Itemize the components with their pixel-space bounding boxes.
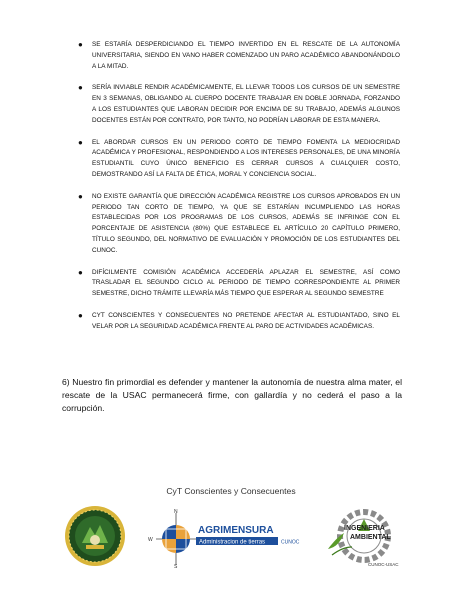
bullet-text: NO EXISTE GARANTÍA QUE DIRECCIÓN ACADÉMICA REGISTRE LOS CURSOS APROBADOS EN UN PERIODO TAN CORTO DE TIEMPO, YA QUE SE ESTARÍAN INCUMPLIENDO LAS HORAS ESTABLECIDAS POR LOS PROGRAMAS DE LOS CURSOS, ADEMÁS SE INFRINGE CON EL PORCENTAJE DE ASISTENCIA (80%) QUE ESTABLECE EL ARTÍCULO 20 CAPÍTULO PRIMERO, TÍTULO SEGUNDO, DEL NORMATIVO DE EVALUACIÓN Y PROMOCIÓN DE LOS ESTUDIANTES DEL CUNOC.	[92, 192, 400, 254]
list-item	[78, 267, 400, 300]
compass-w-label: W	[148, 537, 153, 543]
list-item	[78, 40, 400, 72]
footer-title: CyT Conscientes y Consecuentes	[166, 486, 296, 496]
agrimensura-logo	[146, 507, 316, 569]
bullet-text: SE ESTARÍA DESPERDICIANDO EL TIEMPO INVERTIDO EN EL RESCATE DE LA AUTONOMÍA UNIVERSITARIA, SIENDO EN VANO HABER COMENZADO UN PARO ACADÉMICO ABANDONÁNDOLO A LA MITAD.	[92, 41, 400, 70]
bullet-text: CYT CONSCIENTES Y CONSECUENTES NO PRETENDE AFECTAR AL ESTUDIANTADO, SINO EL VELAR POR LA SEGURIDAD ACADÉMICA FRENTE AL PARO DE ACTIVIDADES ACADÉMICAS.	[92, 311, 400, 330]
bullet-text: SERÍA INVIABLE RENDIR ACADÉMICAMENTE, EL LLEVAR TODOS LOS CURSOS DE UN SEMESTRE EN 3 SEMANAS, OBLIGANDO AL CUERPO DOCENTE TRABAJAR EN DOBLE JORNADA, FORZANDO A LOS ESTUDIANTES QUE LABORAN DECIDIR POR ENCIMA DE SU TRABAJO, ADEMÁS ALGUNOS DOCENTES ESTÁN POR CONTRATO, POR TANTO, NO PODRÍAN LABORAR DE ESTA MANERA.	[92, 84, 400, 124]
bullet-icon: ●	[78, 191, 83, 201]
compass-n-label: N	[174, 509, 178, 515]
ingenieria-ambiental-logo	[318, 503, 406, 569]
bullet-text: EL ABORDAR CURSOS EN UN PERIODO CORTO DE TIEMPO FOMENTA LA MEDIOCRIDAD ACADÉMICA Y PROFESIONAL, RESPONDIENDO A LOS INTERESES PERSONALES, DE UNA MINORÍA ESTUDIANTIL CUYO ÚNICO BENEFICIO ES CERRAR CURSOS A CUALQUIER COSTO, DEMOSTRANDO ASÍ LA FALTA DE ÉTICA, MORAL Y CONCIENCIA SOCIAL.	[92, 138, 400, 178]
list-item	[78, 137, 400, 181]
ambiental-line2: AMBIENTAL	[350, 534, 391, 541]
bullet-text: DIFÍCILMENTE COMISIÓN ACADÉMICA ACCEDERÍA APLAZAR EL SEMESTRE, ASÍ COMO TRASLADAR EL SEGUNDO CICLO AL PERIODO DE TIEMPO CORRESPONDIENTE AL PRIMER SEMESTRE, DICHO TRÁMITE LLEVARÍA MÁS TIEMPO QUE ESPERAR AL SEGUNDO SEMESTRE	[92, 268, 400, 298]
bullet-icon: ●	[78, 83, 83, 93]
agrimensura-name: AGRIMENSURA	[198, 525, 274, 536]
compass-s-label: S	[174, 564, 178, 569]
seal-logo-icon	[64, 505, 126, 567]
agrimensura-tag: CUNOC	[281, 539, 300, 546]
list-item	[78, 191, 400, 257]
closing-paragraph: 6) Nuestro fin primordial es defender y mantener la autonomía de nuestra alma mater, el rescate de la USAC permanecerá firme, con gallardía y no cederá el paso a la corrupción.	[62, 377, 402, 413]
ambiental-tag: CUNOC-USAC	[368, 562, 399, 567]
list-item	[78, 310, 400, 333]
bullet-icon: ●	[78, 137, 83, 147]
bullet-list	[0, 40, 462, 344]
list-item	[78, 83, 400, 126]
bullet-icon: ●	[78, 40, 83, 49]
bullet-icon: ●	[78, 267, 83, 277]
bullet-icon: ●	[78, 310, 83, 320]
ambiental-line1: INGENIERIA	[344, 525, 385, 532]
agrimensura-subtitle: Administracion de tierras	[199, 539, 266, 546]
